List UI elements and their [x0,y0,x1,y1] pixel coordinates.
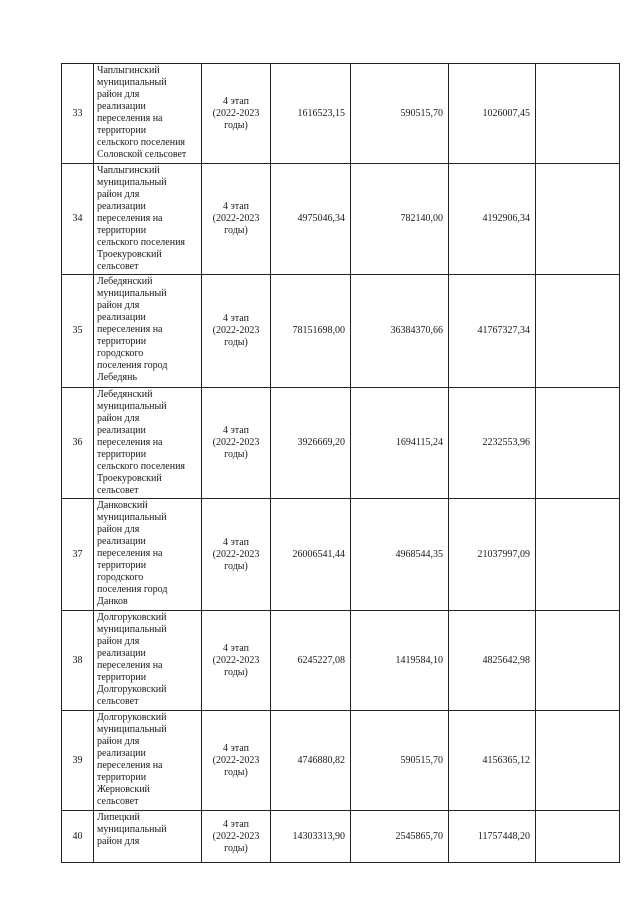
empty-cell [536,711,620,811]
row-number-cell: 33 [62,64,94,164]
row-number-cell: 40 [62,811,94,863]
stage-line: годы) [224,766,248,778]
stage-cell [202,811,271,863]
municipality-name-line: район для [97,89,140,100]
municipality-name-line: Лебедянский [97,389,153,400]
row-number-cell: 34 [62,164,94,275]
municipality-name-line: сельского поселения [97,237,186,248]
municipality-name-line: территории [97,125,147,136]
row-number-cell: 35 [62,275,94,388]
table-row [62,711,620,811]
empty-cell [536,611,620,711]
stage-cell [202,499,271,611]
table-body [62,64,620,863]
municipality-name-cell [94,711,202,811]
stage-line: годы) [224,337,248,348]
table-row [62,164,620,275]
municipality-name-line: район для [97,189,140,200]
stage-line: (2022-2023 [212,654,260,666]
empty-cell [536,811,620,863]
amount-cell-3: 41767327,34 [449,275,536,388]
row-number-cell: 39 [62,711,94,811]
empty-cell [536,275,620,388]
stage-line: 4 этап [223,201,249,212]
municipality-name-line: район для [97,836,140,847]
row-number-cell: 36 [62,388,94,499]
municipality-name-line: сельсовет [97,485,139,496]
stage-line: (2022-2023 [212,830,260,842]
total-amount-cell: 1616523,15 [271,64,351,164]
total-amount-cell: 78151698,00 [271,275,351,388]
amount-cell-2: 36384370,66 [351,275,449,388]
municipality-name-line: территории [97,336,147,347]
empty-cell [536,64,620,164]
stage-line: годы) [224,449,248,460]
amount-cell-3: 21037997,09 [449,499,536,611]
stage-line: годы) [224,842,248,854]
municipality-name-line: Данковский [97,500,148,511]
municipality-name-line: территории [97,449,147,460]
stage-line: годы) [224,225,248,236]
empty-cell [536,499,620,611]
municipality-name-line: Долгоруковский [97,684,167,695]
stage-cell [202,275,271,388]
municipality-name-line: Данков [97,596,128,607]
stage-line: 4 этап [223,818,249,830]
table-row [62,64,620,164]
municipality-name-line: муниципальный [97,824,167,835]
municipality-name-line: муниципальный [97,77,167,88]
municipality-name-line: реализации [97,748,146,759]
stage-line: (2022-2023 [212,548,260,560]
stage-cell [202,611,271,711]
stage-line: 4 этап [223,742,249,754]
table-row [62,388,620,499]
municipality-name-line: переселения на [97,660,163,671]
stage-line: (2022-2023 [212,437,260,448]
municipality-name-line: Долгоруковский [97,612,167,623]
stage-line: годы) [224,560,248,572]
table-row [62,499,620,611]
row-number-cell: 37 [62,499,94,611]
municipality-name-line: сельского поселения [97,137,186,148]
municipality-name-line: переселения на [97,437,163,448]
municipality-name-cell [94,164,202,275]
municipality-name-line: сельсовет [97,696,139,707]
amount-cell-2: 1419584,10 [351,611,449,711]
stage-line: 4 этап [223,95,249,107]
municipality-name-line: Чаплыгинский [97,165,160,176]
municipality-name-line: поселения город [97,360,168,371]
municipality-name-line: переселения на [97,324,163,335]
municipality-name-cell [94,388,202,499]
municipality-name-line: Жерновский [97,784,150,795]
municipality-name-line: сельсовет [97,796,139,807]
total-amount-cell: 4975046,34 [271,164,351,275]
municipality-name-line: реализации [97,312,146,323]
row-number-cell: 38 [62,611,94,711]
municipality-name-line: район для [97,736,140,747]
municipality-name-line: Троекуровский [97,249,162,260]
table-row [62,611,620,711]
amount-cell-2: 1694115,24 [351,388,449,499]
municipality-name-line: район для [97,524,140,535]
stage-line: (2022-2023 [212,213,260,224]
amount-cell-3: 11757448,20 [449,811,536,863]
amount-cell-3: 4156365,12 [449,711,536,811]
stage-cell [202,164,271,275]
amount-cell-2: 782140,00 [351,164,449,275]
stage-line: 4 этап [223,425,249,436]
municipality-name-line: переселения на [97,760,163,771]
stage-cell [202,711,271,811]
municipality-name-line: муниципальный [97,177,167,188]
stage-line: 4 этап [223,642,249,654]
amount-cell-3: 1026007,45 [449,64,536,164]
table-row [62,275,620,388]
stage-line: 4 этап [223,313,249,324]
municipality-name-line: муниципальный [97,288,167,299]
stage-line: 4 этап [223,536,249,548]
stage-cell [202,64,271,164]
municipality-name-line: район для [97,413,140,424]
municipality-name-cell [94,64,202,164]
municipality-name-line: городского [97,348,144,359]
municipality-name-cell [94,499,202,611]
municipality-name-line: территории [97,772,147,783]
funding-table [61,63,620,863]
municipality-name-line: реализации [97,648,146,659]
municipality-name-line: муниципальный [97,624,167,635]
total-amount-cell: 26006541,44 [271,499,351,611]
municipality-name-line: реализации [97,425,146,436]
municipality-name-line: территории [97,560,147,571]
amount-cell-3: 2232553,96 [449,388,536,499]
municipality-name-line: реализации [97,201,146,212]
municipality-name-line: переселения на [97,113,163,124]
municipality-name-line: Лебедянский [97,276,153,287]
municipality-name-line: переселения на [97,548,163,559]
stage-line: годы) [224,666,248,678]
stage-cell [202,388,271,499]
amount-cell-2: 590515,70 [351,64,449,164]
total-amount-cell: 6245227,08 [271,611,351,711]
total-amount-cell: 3926669,20 [271,388,351,499]
municipality-name-line: реализации [97,101,146,112]
municipality-name-cell [94,811,202,863]
municipality-name-line: сельсовет [97,261,139,272]
amount-cell-2: 4968544,35 [351,499,449,611]
municipality-name-line: муниципальный [97,512,167,523]
municipality-name-line: сельского поселения [97,461,186,472]
municipality-name-line: Липецкий [97,812,140,823]
amount-cell-2: 590515,70 [351,711,449,811]
municipality-name-line: поселения город [97,584,168,595]
municipality-name-line: район для [97,636,140,647]
municipality-name-line: район для [97,300,140,311]
municipality-name-line: Троекуровский [97,473,162,484]
amount-cell-3: 4192906,34 [449,164,536,275]
stage-line: (2022-2023 [212,107,260,119]
stage-line: (2022-2023 [212,325,260,336]
municipality-name-line: реализации [97,536,146,547]
amount-cell-3: 4825642,98 [449,611,536,711]
municipality-name-line: муниципальный [97,724,167,735]
amount-cell-2: 2545865,70 [351,811,449,863]
empty-cell [536,388,620,499]
municipality-name-line: Соловской сельсовет [97,149,187,160]
municipality-name-line: муниципальный [97,401,167,412]
total-amount-cell: 14303313,90 [271,811,351,863]
municipality-name-line: городского [97,572,144,583]
municipality-name-cell [94,611,202,711]
empty-cell [536,164,620,275]
stage-line: (2022-2023 [212,754,260,766]
municipality-name-line: Долгоруковский [97,712,167,723]
total-amount-cell: 4746880,82 [271,711,351,811]
table-row [62,811,620,863]
municipality-name-line: территории [97,672,147,683]
municipality-name-line: Лебедянь [97,372,138,383]
municipality-name-cell [94,275,202,388]
municipality-name-line: переселения на [97,213,163,224]
stage-line: годы) [224,119,248,131]
municipality-name-line: Чаплыгинский [97,65,160,76]
municipality-name-line: территории [97,225,147,236]
